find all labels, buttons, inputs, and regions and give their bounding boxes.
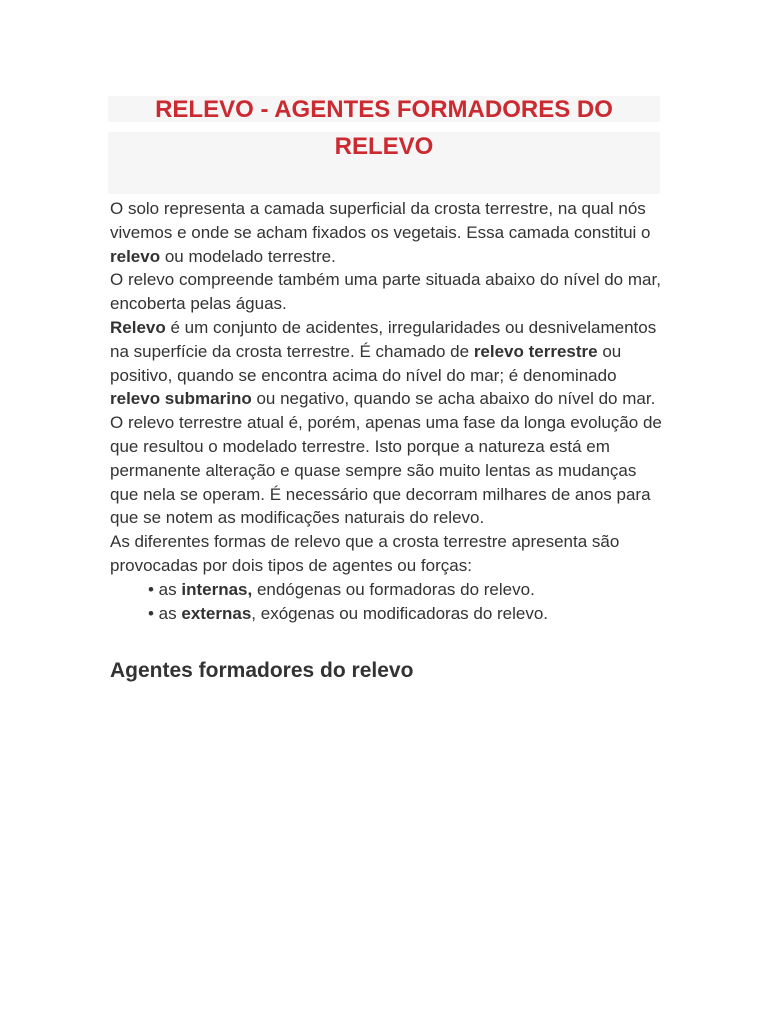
bullet-text: endógenas ou formadoras do relevo.	[252, 579, 535, 599]
paragraph-text: ou positivo, quando se encontra acima do nível do mar; é denominado	[110, 341, 622, 385]
paragraph-agents-intro: As diferentes formas de relevo que a crosta terrestre apresenta são provocadas por dois tipos de agentes ou forças:	[110, 532, 620, 575]
paragraph-text: O solo representa a camada superficial da crosta terrestre, na qual nós vivemos e onde se acham fixados os vegetais. Essa camada constitui o	[110, 199, 651, 242]
bullet-prefix: • as	[148, 603, 182, 623]
document-title: RELEVO - AGENTES FORMADORES DO RELEVO	[155, 96, 613, 160]
bold-term-relevo-submarino: relevo submarino	[110, 389, 252, 409]
bold-term-relevo: relevo	[110, 246, 161, 266]
paragraph-text: ou modelado terrestre.	[160, 246, 336, 266]
paragraph-definition	[110, 316, 666, 411]
paragraph-submarine-part: O relevo compreende também uma parte situada abaixo do nível do mar, encoberta pelas águas.	[110, 270, 661, 314]
bold-term-externas: externas	[181, 603, 252, 623]
paragraph-evolution: O relevo terrestre atual é, porém, apenas uma fase da longa evolução de que resultou o modelado terrestre. Isto porque a natureza está em permanente alteração e quase sempre são muito lentas as mudanças que nela se operam. É necessário que decorram milhares de anos para que se notem as modificações naturais do relevo.	[110, 413, 662, 528]
bullet-prefix: • as	[148, 579, 182, 599]
list-item-externas	[148, 602, 666, 626]
section-heading: Agentes formadores do relevo	[110, 659, 414, 682]
paragraph-text: ou negativo, quando se acha abaixo do nível do mar.	[251, 389, 656, 409]
bullet-text: , exógenas ou modificadoras do relevo.	[251, 603, 549, 623]
agents-list	[110, 578, 666, 626]
bold-term-internas: internas,	[181, 579, 253, 599]
paragraph-text: é um conjunto de acidentes, irregularidades ou desnivelamentos na superfície da crosta terrestre. É chamado de	[110, 317, 657, 361]
document-body	[110, 197, 666, 625]
paragraph-solo	[110, 197, 666, 268]
bold-term-relevo: Relevo	[110, 317, 166, 337]
list-item-internas	[148, 578, 666, 602]
bold-term-relevo-terrestre: relevo terrestre	[473, 341, 598, 361]
